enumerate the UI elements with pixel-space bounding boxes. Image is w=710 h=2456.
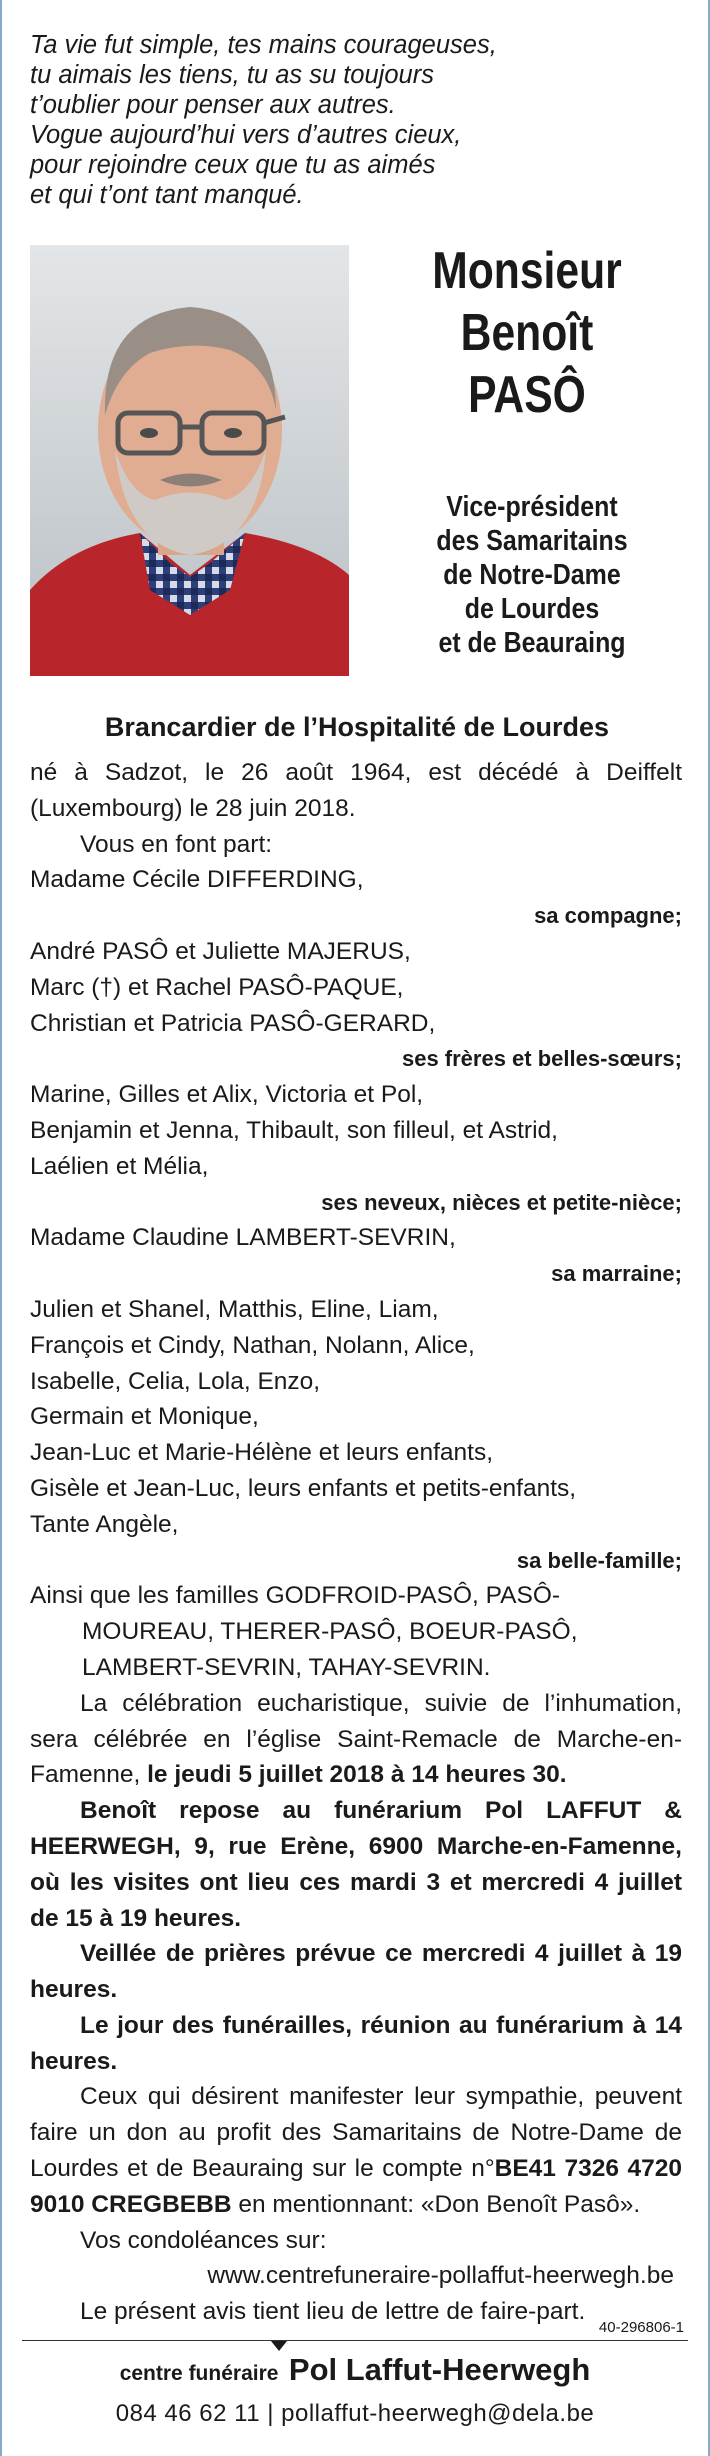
poem-line: Vogue aujourd’hui vers d’autres cieux, <box>30 121 462 149</box>
nephew-line: Marine, Gilles et Alix, Victoria et Pol, <box>30 1081 424 1109</box>
companion-label: sa compagne; <box>534 903 682 929</box>
portrait-photo <box>30 245 349 676</box>
poem-line: tu aimais les tiens, tu as su toujours <box>30 61 434 89</box>
role-line: et de Beauraing <box>438 627 626 659</box>
inlaw-line: Jean-Luc et Marie-Hélène et leurs enfants, <box>30 1439 494 1467</box>
vigil-paragraph: Veillée de prières prévue ce mercredi 4 juillet à 19 heures. <box>30 1940 682 2004</box>
poem-line: pour rejoindre ceux que tu as aimés <box>30 151 436 179</box>
families-paragraph: Ainsi que les familles GODFROID-PASÔ, PASÔ-MOUREAU, THERER-PASÔ, BOEUR-PASÔ, LAMBERT-SEVRIN, TAHAY-SEVRIN. <box>30 1582 578 1681</box>
poem-line: Ta vie fut simple, tes mains courageuses, <box>30 31 497 59</box>
inlaw-line: François et Cindy, Nathan, Nolann, Alice, <box>30 1331 475 1359</box>
footer-divider <box>22 2340 688 2341</box>
inlaw-line: Julien et Shanel, Matthis, Eline, Liam, <box>30 1295 439 1323</box>
celebration-date: le jeudi 5 juillet 2018 à 14 heures 30. <box>147 1761 567 1789</box>
triangle-marker-icon <box>271 2341 287 2351</box>
reference-number: 40-296806-1 <box>598 2319 684 2336</box>
role-line: des Samaritains <box>436 525 628 557</box>
poem-line: et qui t’ont tant manqué. <box>30 181 304 209</box>
poem-line: t’oublier pour penser aux autres. <box>30 91 396 119</box>
sibling-line: André PASÔ et Juliette MAJERUS, <box>30 937 411 965</box>
companion-name: Madame Cécile DIFFERDING, <box>30 866 364 894</box>
sibling-line: Christian et Patricia PASÔ-GERARD, <box>30 1009 436 1037</box>
footer-company <box>2 2352 708 2388</box>
donation-paragraph <box>30 2079 682 2222</box>
inlaws-label: sa belle-famille; <box>516 1547 682 1573</box>
notice-body <box>30 755 682 2330</box>
meeting-paragraph: Le jour des funérailles, réunion au funérarium à 14 heures. <box>30 2011 682 2075</box>
role-block <box>403 490 661 660</box>
sibling-line: Marc (†) et Rachel PASÔ-PAQUE, <box>30 973 404 1001</box>
godmother-label: sa marraine; <box>551 1261 682 1287</box>
birth-paragraph: né à Sadzot, le 26 août 1964, est décédé à Deiffelt (Luxembourg) le 28 juin 2018. <box>30 759 682 822</box>
inlaw-line: Germain et Monique, <box>30 1403 259 1431</box>
nephew-line: Laélien et Mélia, <box>30 1152 209 1180</box>
donation-account: BE41 7326 4720 9010 CREGBEBB <box>30 2155 683 2218</box>
role-line: Vice-président <box>446 491 618 523</box>
nephews-label: ses neveux, nièces et petite-nièce; <box>321 1189 682 1215</box>
footer-company-name: Pol Laffut-Heerwegh <box>288 2352 591 2387</box>
last-name: PASÔ <box>468 366 586 424</box>
first-name: Benoît <box>460 304 594 362</box>
godmother-name: Madame Claudine LAMBERT-SEVRIN, <box>30 1224 456 1252</box>
intro-line: Vous en font part: <box>80 830 273 858</box>
website-link[interactable]: www.centrefuneraire-pollaffut-heerwegh.be <box>207 2262 674 2290</box>
funerarium-paragraph: Benoît repose au funérarium Pol LAFFUT & HEERWEGH, 9, rue Erène, 6900 Marche-en-Famenne, où les visites ont lieu ces mardi 3 et mercredi 4 juillet de 15 à 19 heures. <box>30 1797 682 1932</box>
deceased-name <box>400 240 654 426</box>
footer-label: centre funéraire <box>119 2362 279 2385</box>
inlaw-line: Tante Angèle, <box>30 1510 179 1538</box>
condolences-line: Vos condoléances sur: <box>80 2226 327 2254</box>
inlaw-line: Gisèle et Jean-Luc, leurs enfants et petits-enfants, <box>30 1474 577 1502</box>
celebration-paragraph <box>30 1686 682 1793</box>
donation-text: Ceux qui désirent manifester leur sympathie, peuvent faire un don au profit des Samaritains de Notre-Dame de Lourdes et de Beauraing sur le compte n° <box>30 2083 682 2183</box>
poem <box>30 30 670 210</box>
celebration-text: La célébration eucharistique, suivie de l’inhumation, sera célébrée en l’église Saint-Remacle de Marche-en-Famenne, <box>30 1689 682 1789</box>
role-line: de Lourdes <box>464 593 600 625</box>
notice-line: Le présent avis tient lieu de lettre de faire-part. <box>80 2298 586 2326</box>
inlaw-line: Isabelle, Celia, Lola, Enzo, <box>30 1367 321 1395</box>
nephew-line: Benjamin et Jenna, Thibault, son filleul, et Astrid, <box>30 1116 558 1144</box>
donation-mention: en mentionnant: «Don Benoît Pasô». <box>231 2190 641 2218</box>
subheading: Brancardier de l’Hospitalité de Lourdes <box>104 712 610 742</box>
role-line: de Notre-Dame <box>443 559 621 591</box>
honorific: Monsieur <box>432 242 622 300</box>
siblings-label: ses frères et belles-sœurs; <box>401 1046 682 1072</box>
footer-contact[interactable]: 084 46 62 11 | pollaffut-heerwegh@dela.be <box>115 2400 595 2427</box>
